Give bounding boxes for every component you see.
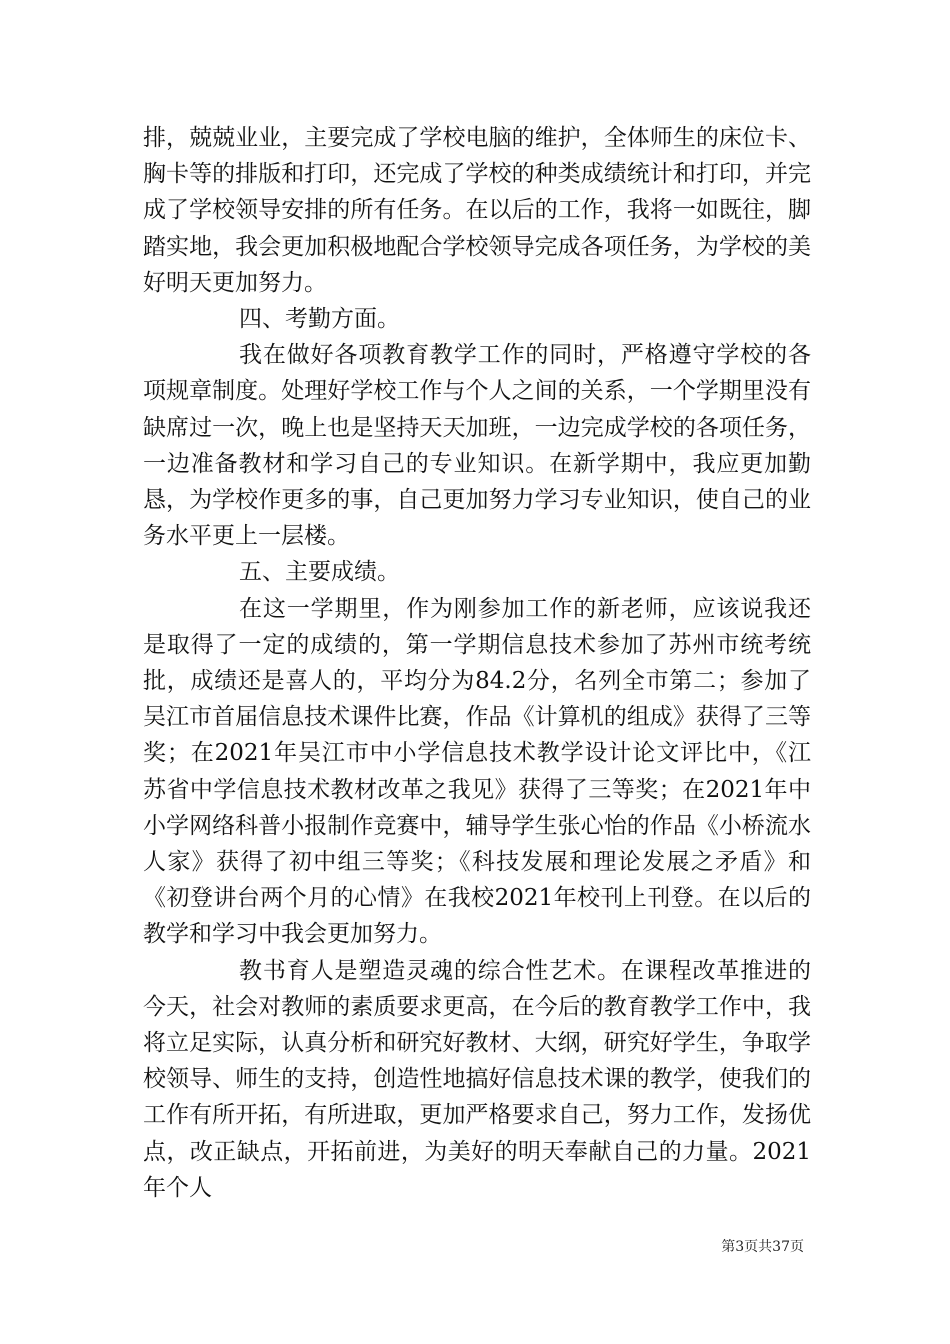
- paragraph-continuation: 排，兢兢业业，主要完成了学校电脑的维护，全体师生的床位卡、胸卡等的排版和打印，还完成了学校的种类成绩统计和打印，并完成了学校领导安排的所有任务。在以后的工作，我将一如既往，脚踏实地，我会更加积极地配合学校领导完成各项任务，为学校的美好明天更加努力。: [143, 125, 811, 296]
- paragraph-achievements: 在这一学期里，作为刚参加工作的新老师，应该说我还是取得了一定的成绩的，第一学期信息技术参加了苏州市统考统批，成绩还是喜人的，平均分为84.2分，名列全市第二；参加了吴江市首届信息技术课件比赛，作品《计算机的组成》获得了三等奖；在2021年吴江市中小学信息技术教学设计论文评比中，《江苏省中学信息技术教材改革之我见》获得了三等奖；在2021年中小学网络科普小报制作竞赛中，辅导学生张心怡的作品《小桥流水人家》获得了初中组三等奖；《科技发展和理论发展之矛盾》和《初登讲台两个月的心情》在我校2021年校刊上刊登。在以后的教学和学习中我会更加努力。: [143, 595, 811, 948]
- paragraph-conclusion: 教书育人是塑造灵魂的综合性艺术。在课程改革推进的今天，社会对教师的素质要求更高，在今后的教育教学工作中，我将立足实际，认真分析和研究好教材、大纲，研究好学生，争取学校领导、师生的支持，创造性地搞好信息技术课的教学，使我们的工作有所开拓，有所进取，更加严格要求自己，努力工作，发扬优点，改正缺点，开拓前进，为美好的明天奉献自己的力量。2021年个人: [143, 957, 811, 1201]
- section-heading-attendance: 四、考勤方面。: [239, 306, 400, 333]
- section-heading-achievements: 五、主要成绩。: [239, 559, 400, 586]
- document-body: [143, 120, 811, 1206]
- page-number: 第3页共37页: [721, 1239, 804, 1255]
- paragraph-attendance: 我在做好各项教育教学工作的同时，严格遵守学校的各项规章制度。处理好学校工作与个人之间的关系，一个学期里没有缺席过一次，晚上也是坚持天天加班，一边完成学校的各项任务，一边准备教材和学习自己的专业知识。在新学期中，我应更加勤恳，为学校作更多的事，自己更加努力学习专业知识，使自己的业务水平更上一层楼。: [143, 342, 811, 550]
